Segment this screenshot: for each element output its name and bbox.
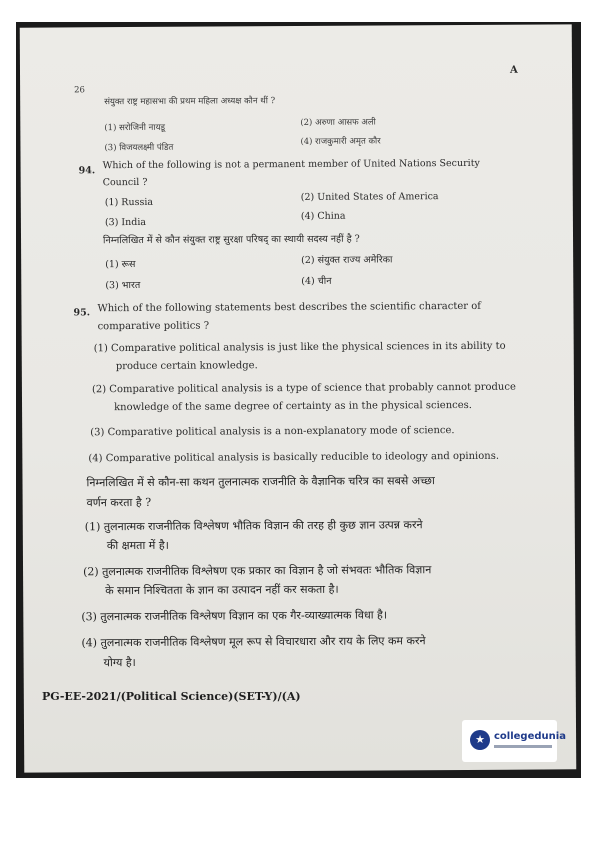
q95-option-3-hi: (3) तुलनात्मक राजनीतिक विश्लेषण विज्ञान का एक गैर-व्याख्यात्मक विधा है। bbox=[81, 608, 388, 624]
q94-question-hi: निम्नलिखित में से कौन संयुक्त राष्ट्र सुरक्षा परिषद् का स्थायी सदस्य नहीं है ? bbox=[102, 233, 360, 247]
q93-question-hi: संयुक्त राष्ट्र महासभा की प्रथम महिला अध्यक्ष कौन थीं ? bbox=[104, 96, 276, 108]
q93-option-2: (2) अरुणा आसफ अली bbox=[300, 117, 376, 128]
q95-question-hi-line2: वर्णन करता है ? bbox=[86, 495, 152, 510]
q94-option-3: (3) India bbox=[104, 216, 147, 229]
q95-option-1-line1: (1) Comparative political analysis is just like the physical sciences in its ability to bbox=[93, 340, 506, 355]
q95-text-line2: comparative politics ? bbox=[97, 320, 210, 333]
q95-text-line1: Which of the following statements best describes the scientific character of bbox=[97, 300, 481, 315]
q94-option-3-hi: (3) भारत bbox=[105, 279, 141, 292]
brand-name: collegedunia bbox=[494, 731, 566, 742]
page-number: 26 bbox=[74, 85, 85, 96]
q93-option-4: (4) राजकुमारी अमृत कौर bbox=[300, 136, 381, 147]
q95-option-1-hi-line1: (1) तुलनात्मक राजनीतिक विश्लेषण भौतिक विज्ञान की तरह ही कुछ ज्ञान उत्पन्न करने bbox=[84, 518, 423, 534]
brand-tagline-bar bbox=[494, 745, 552, 748]
q95-option-1-line2: produce certain knowledge. bbox=[115, 360, 258, 373]
q94-option-2-hi: (2) संयुक्त राज्य अमेरिका bbox=[301, 254, 393, 266]
q94-option-2: (2) United States of America bbox=[300, 191, 439, 203]
q95-option-4: (4) Comparative political analysis is basically reducible to ideology and opinions. bbox=[88, 450, 500, 465]
q94-text-line2: Council ? bbox=[102, 176, 148, 189]
q95-option-2-line2: knowledge of the same degree of certainty as in the physical sciences. bbox=[114, 399, 473, 414]
q94-text-line1: Which of the following is not a permanent member of United Nations Security bbox=[102, 157, 480, 172]
q94-option-1-hi: (1) रूस bbox=[105, 258, 136, 271]
graduation-cap-icon: ★ bbox=[470, 730, 490, 750]
q95-option-4-hi-line2: योग्य है। bbox=[103, 655, 136, 670]
footer-code: PG-EE-2021/(Political Science)(SET-Y)/(A) bbox=[42, 690, 301, 703]
set-marker: A bbox=[509, 64, 518, 76]
q95-option-4-hi-line1: (4) तुलनात्मक राजनीतिक विश्लेषण मूल रूप से विचारधारा और राय के लिए कम करने bbox=[81, 634, 426, 650]
q94-option-1: (1) Russia bbox=[104, 196, 154, 209]
q94-option-4: (4) China bbox=[300, 210, 346, 222]
q95-number: 95. bbox=[73, 307, 91, 319]
q95-option-1-hi-line2: की क्षमता में है। bbox=[106, 538, 169, 553]
exam-page bbox=[20, 24, 577, 772]
q93-option-1: (1) सरोजिनी नायडू bbox=[104, 122, 166, 134]
q95-option-2-line1: (2) Comparative political analysis is a type of science that probably cannot produce bbox=[91, 381, 516, 396]
collegedunia-logo bbox=[462, 720, 566, 762]
q95-question-hi-line1: निम्नलिखित में से कौन-सा कथन तुलनात्मक राजनीति के वैज्ञानिक चरित्र का सबसे अच्छा bbox=[86, 474, 435, 490]
q95-option-3: (3) Comparative political analysis is a non-explanatory mode of science. bbox=[90, 425, 455, 439]
q95-option-2-hi-line2: के समान निश्चितता के ज्ञान का उत्पादन नहीं कर सकता है। bbox=[105, 582, 339, 598]
q94-option-4-hi: (4) चीन bbox=[301, 275, 332, 287]
q94-number: 94. bbox=[78, 165, 96, 177]
q93-option-3: (3) विजयलक्ष्मी पंडित bbox=[104, 142, 174, 154]
q95-option-2-hi-line1: (2) तुलनात्मक राजनीतिक विश्लेषण एक प्रकार का विज्ञान है जो संभवतः भौतिक विज्ञान bbox=[83, 563, 432, 579]
